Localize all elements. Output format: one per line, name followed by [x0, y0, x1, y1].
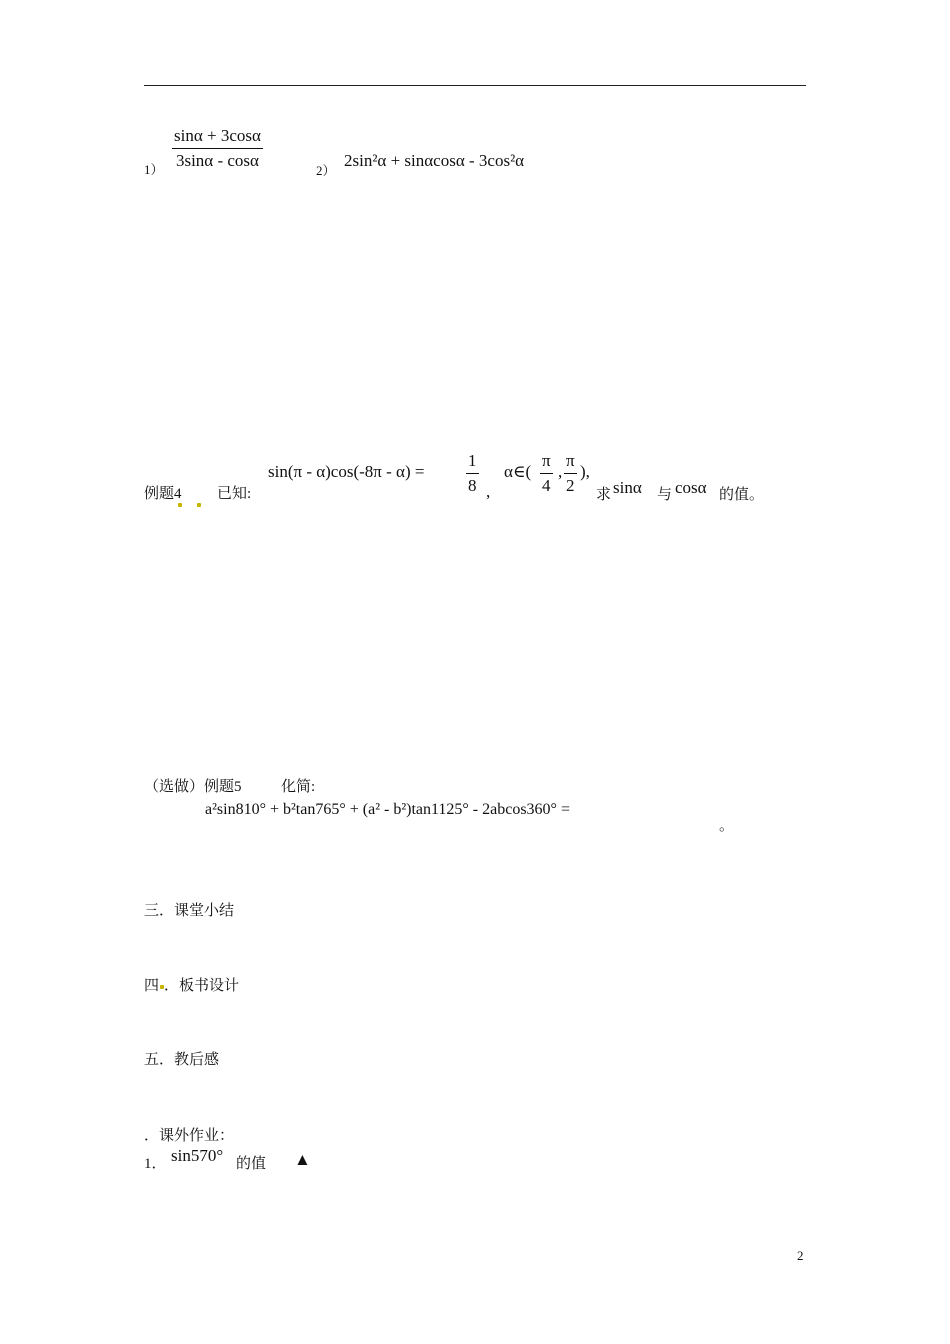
example4-pi-over-4 — [540, 451, 553, 496]
fraction-denominator: 8 — [468, 476, 477, 495]
item1-numerator: sinα + 3cosα — [172, 126, 263, 149]
example4-and: 与 — [657, 487, 673, 503]
fraction-denominator: 2 — [566, 476, 575, 495]
fraction-denominator: 4 — [542, 476, 551, 495]
homework-title: ．课外作业： — [144, 1128, 235, 1144]
example4-ask: 求 — [596, 487, 612, 503]
example4-cos-alpha: cosα — [675, 478, 707, 497]
example4-comma: , — [486, 482, 491, 501]
homework-q1-label: 1． — [144, 1156, 167, 1172]
fraction-numerator: π — [540, 451, 553, 474]
triangle-icon: ▲ — [294, 1150, 311, 1169]
marker-dot — [178, 494, 182, 512]
example4-label: 例题4 — [144, 486, 182, 502]
example4-value: 的值。 — [719, 487, 765, 503]
example4-sin-alpha: sinα — [613, 478, 642, 497]
example5-expression: a²sin810° + b²tan765° + (a² - b²)tan1125° - 2abcos360° = — [205, 801, 570, 818]
section-title: ．板书设计 — [164, 978, 240, 994]
example4-comma: , — [558, 462, 563, 481]
item2-expression: 2sin²α + sinαcosα - 3cos²α — [344, 151, 525, 170]
fraction-numerator: π — [564, 451, 577, 474]
page-number: 2 — [797, 1248, 804, 1263]
item1-label: 1） — [144, 162, 164, 177]
item1-denominator: 3sinα - cosα — [175, 151, 259, 170]
section-summary: 三．课堂小结 — [144, 903, 235, 919]
marker-dot — [197, 494, 201, 512]
example5-end: 。 — [719, 818, 735, 834]
homework-q1-suffix: 的值 — [236, 1156, 267, 1172]
example4-alpha-in: α∈( — [504, 462, 532, 481]
item2-label: 2） — [316, 163, 336, 178]
example5-label: （选做）例题5 — [144, 779, 242, 795]
section-board-design — [144, 974, 239, 995]
example4-known: 已知: — [217, 486, 252, 502]
example4-equation-left: sin(π - α)cos(-8π - α) = — [268, 462, 425, 481]
example4-close: ), — [580, 462, 590, 481]
example5-task: 化简: — [281, 779, 316, 795]
fraction-numerator: 1 — [466, 451, 479, 474]
section-reflection: 五．教后感 — [144, 1052, 220, 1068]
section-number: 四 — [144, 978, 160, 994]
header-rule — [144, 85, 806, 86]
item1-fraction — [172, 126, 263, 171]
homework-q1-expression: sin570° — [171, 1146, 224, 1165]
example4-pi-over-2 — [564, 451, 577, 496]
example4-fraction — [466, 451, 479, 496]
